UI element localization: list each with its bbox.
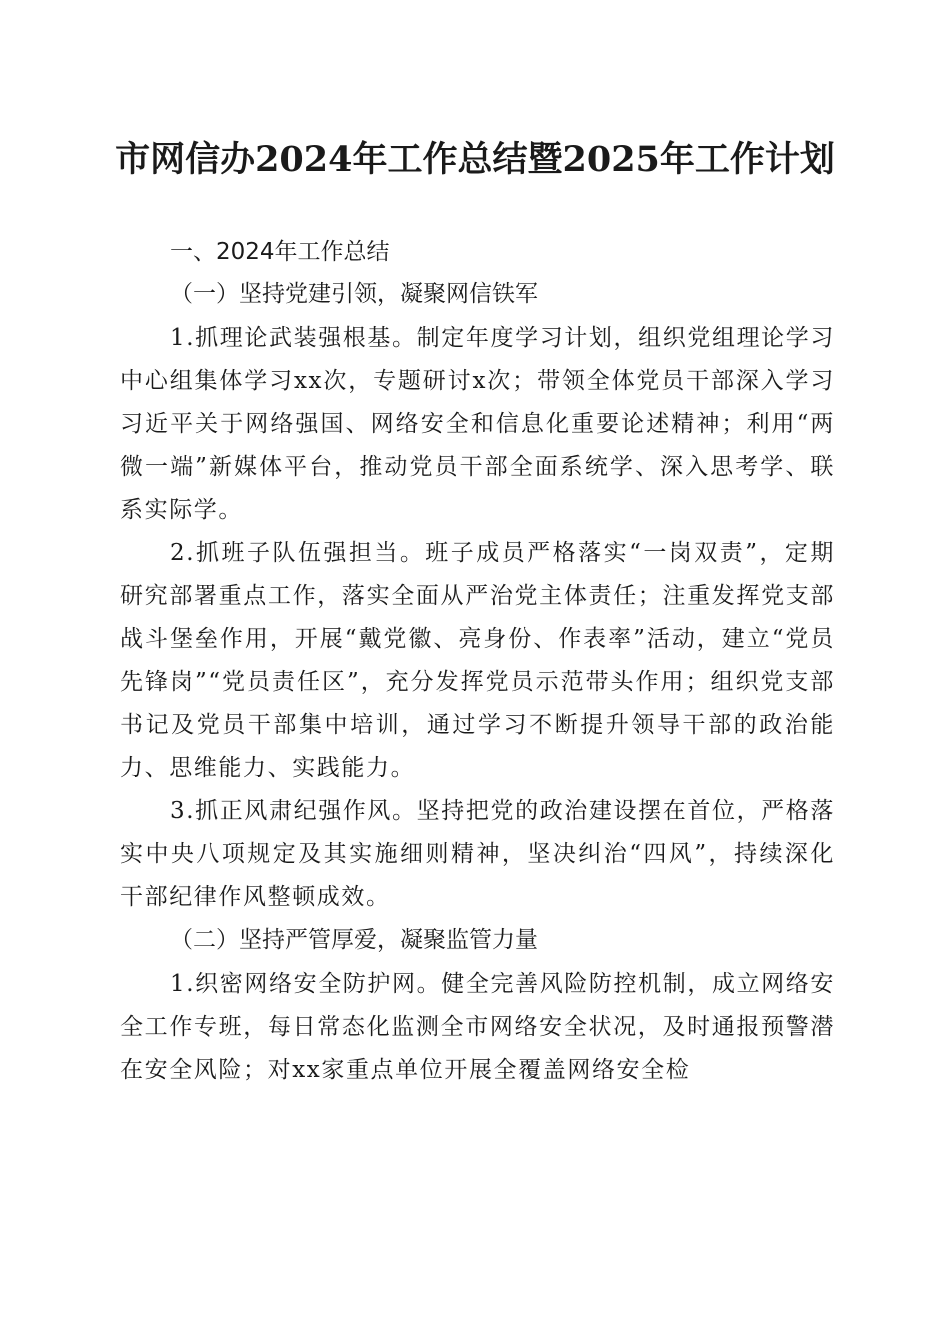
subsection-heading: （二）坚持严管厚爱，凝聚监管力量 xyxy=(170,927,538,953)
section-heading: 一、2024年工作总结 xyxy=(170,239,390,265)
paragraph: 1.织密网络安全防护网。健全完善风险防控机制，成立网络安全工作专班，每日常态化监测全市网络安全状况，及时通报预警潜在安全风险；对xx家重点单位开展全覆盖网络安全检 xyxy=(120,971,835,1083)
subsection-heading: （一）坚持党建引领，凝聚网信铁军 xyxy=(170,281,538,307)
paragraph: 1.抓理论武装强根基。制定年度学习计划，组织党组理论学习中心组集体学习xx次，专题研讨x次；带领全体党员干部深入学习习近平关于网络强国、网络安全和信息化重要论述精神；利用“两微一端”新媒体平台，推动党员干部全面系统学、深入思考学、联系实际学。 xyxy=(120,325,835,523)
page-title: 市网信办2024年工作总结暨2025年工作计划 xyxy=(115,139,835,180)
paragraph: 2.抓班子队伍强担当。班子成员严格落实“一岗双责”，定期研究部署重点工作，落实全面从严治党主体责任；注重发挥党支部战斗堡垒作用，开展“戴党徽、亮身份、作表率”活动，建立“党员先锋岗”“党员责任区”，充分发挥党员示范带头作用；组织党支部书记及党员干部集中培训，通过学习不断提升领导干部的政治能力、思维能力、实践能力。 xyxy=(120,540,835,781)
paragraph: 3.抓正风肃纪强作风。坚持把党的政治建设摆在首位，严格落实中央八项规定及其实施细则精神，坚决纠治“四风”，持续深化干部纪律作风整顿成效。 xyxy=(120,798,835,910)
document-body xyxy=(120,231,835,1092)
